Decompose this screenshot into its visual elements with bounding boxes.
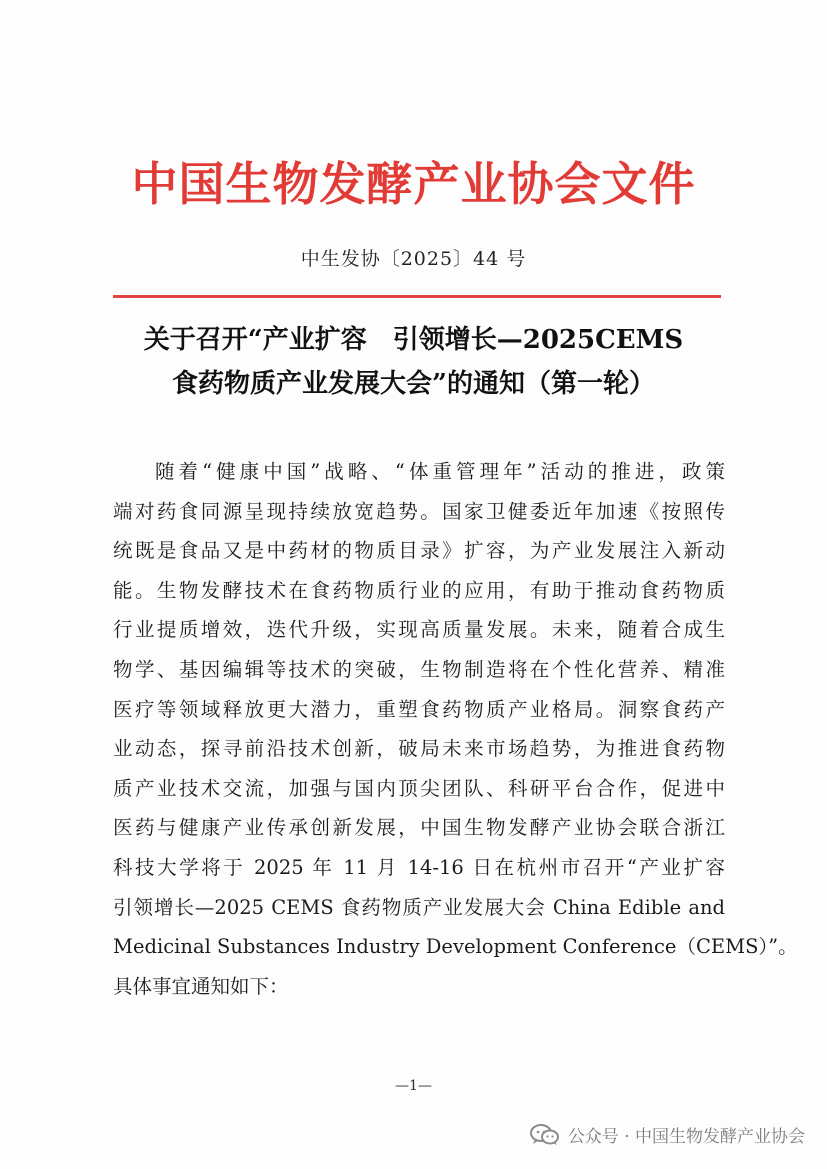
body-line: 统既是食品又是中药材的物质目录》扩容，为产业发展注入新动 (113, 539, 725, 563)
notice-title (100, 318, 727, 406)
red-divider-rule (113, 295, 721, 298)
body-paragraph (113, 452, 798, 1006)
body-line: 能。生物发酵技术在食药物质行业的应用，有助于推动食药物质 (113, 578, 725, 602)
body-line: 质产业技术交流，加强与国内顶尖团队、科研平台合作，促进中 (113, 776, 725, 800)
wechat-icon (530, 1123, 560, 1147)
wechat-watermark (530, 1122, 805, 1147)
body-line: 具体事宜通知如下： (113, 974, 289, 998)
notice-title-line-2: 食药物质产业发展大会”的通知（第一轮） (172, 369, 655, 399)
body-line: 端对药食同源呈现持续放宽趋势。国家卫健委近年加速《按照传 (113, 499, 725, 523)
body-line: 随着“健康中国”战略、“体重管理年”活动的推进，政策 (155, 460, 725, 483)
body-line: 医药与健康产业传承创新发展，中国生物发酵产业协会联合浙江 (113, 816, 725, 840)
document-number: 中生发协〔2025〕44 号 (300, 248, 527, 270)
watermark-text: 公众号 · 中国生物发酵产业协会 (567, 1127, 805, 1147)
org-document-title: 中国生物发酵产业协会文件 (131, 157, 696, 211)
body-line: 引领增长—2025 CEMS 食药物质产业发展大会 China Edible and (113, 895, 725, 919)
body-line: 物学、基因编辑等技术的突破，生物制造将在个性化营养、精准 (113, 657, 725, 681)
body-line: 行业提质增效，迭代升级，实现高质量发展。未来，随着合成生 (113, 618, 725, 642)
body-line: Medicinal Substances Industry Development Conference（CEMS）”。 (113, 935, 798, 959)
body-line: 科技大学将于 2025 年 11 月 14-16 日在杭州市召开“产业扩容 (113, 855, 725, 879)
body-line: 业动态，探寻前沿技术创新，破局未来市场趋势，为推进食药物 (113, 737, 725, 761)
page-number: —1— (395, 1078, 432, 1094)
body-line: 医疗等领域释放更大潜力，重塑食药物质产业格局。洞察食药产 (113, 697, 725, 721)
notice-title-line-1: 关于召开“产业扩容 引领增长—2025CEMS (143, 325, 684, 355)
